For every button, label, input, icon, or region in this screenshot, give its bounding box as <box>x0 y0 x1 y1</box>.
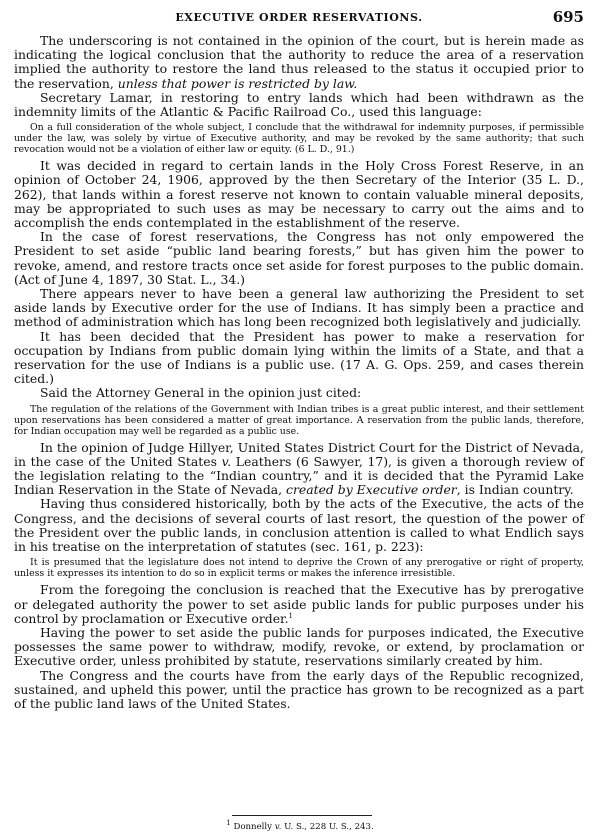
page-body <box>14 34 584 711</box>
paragraph-secretary-lamar: Secretary Lamar, in restoring to entry lands which had been withdrawn as the indemnity limits of the Atlantic & Pacific Railroad Co., used this language: <box>14 89 584 120</box>
emphasized-text: unless that power is restricted by law. <box>117 75 358 91</box>
paragraph-attorney-general: Said the Attorney General in the opinion just cited: <box>40 385 362 401</box>
paragraph-text: From the foregoing the conclusion is reached that the Executive has by prerogative or delegated authority the power to set aside public lands for public purposes under his control by proclamation or Executive order. <box>14 582 584 626</box>
footnote-text: U. S., 228 U. S., 243. <box>281 822 374 832</box>
paragraph-holy-cross: It was decided in regard to certain lands in the Holy Cross Forest Reserve, in an opinion of October 24, 1906, approved by the then Secretary of the Interior (35 L. D., 262), that lands within a forest reserve not known to contain valuable mineral deposits, may be appropriated to such uses as may be necessary to carry out the aims and to accomplish the ends contemplated in the establishment of the reserve. <box>14 158 584 231</box>
paragraph-underscoring <box>14 34 584 91</box>
versus-abbrev: v. <box>221 453 232 469</box>
paragraph-text: , is Indian country. <box>456 482 574 498</box>
emphasized-text: created by Executive order <box>286 482 457 498</box>
paragraph-conclusion <box>14 583 584 626</box>
paragraph-president-power: It has been decided that the President has power to make a reservation for occupation by Indians from public domain lying within the limits of a State, and that a reservation for the use of Indians is a public use. (17 A. G. Ops. 259, and cases therein cited.) <box>14 328 584 387</box>
paragraph-forest-reservations: In the case of forest reservations, the Congress has not only empowered the President to set aside “public land bearing forests,” but has given him the power to revoke, amend, and restore tracts once set aside for forest purposes to the public domain. (Act of June 4, 1897, 30 Stat. L., 34.) <box>14 229 584 287</box>
running-title: EXECUTIVE ORDER RESERVATIONS. <box>175 11 423 24</box>
paragraph-text: The underscoring is not contained in the opinion of the court, but is herein made as indicating the logical conclusion that the authority to reduce the area of a reservation implied the authority to restore the land thus released to the status it occupied prior to the reservation, <box>14 33 584 91</box>
paragraph-historical-summary: Having thus considered historically, both by the acts of the Executive, the acts of the Congress, and the decisions of several courts of last resort, the question of the power of the President over the public lands, in conclusion attention is called to what Endlich says in his treatise on the interpretation of statutes (sec. 161, p. 223): <box>14 496 584 555</box>
footnote-reference: 1 <box>288 611 294 620</box>
block-quote-lamar: On a full consideration of the whole subject, I conclude that the withdrawal for indemnity purposes, if permissible under the law, was solely by virtue of Executive authority, and may be revoked by the same authority; that such revocation would not be a violation of either law or equity. (6 L. D., 91.) <box>14 122 584 156</box>
running-head <box>14 8 584 30</box>
footnote-marker: 1 <box>226 819 231 828</box>
block-quote-endlich: It is presumed that the legislature does not intend to deprive the Crown of any prerogative or right of property, unless it expresses its intention to do so in explicit terms or makes the inference irresistible. <box>14 557 584 580</box>
paragraph-indian-lands: There appears never to have been a general law authorizing the President to set aside lands by Executive order for the use of Indians. It has simply been a practice and method of administration which has long been recognized both legislatively and judicially. <box>14 286 584 330</box>
paragraph-congress-and-courts: The Congress and the courts have from the early days of the Republic recognized, sustained, and upheld this power, until the practice has grown to be recognized as a part of the public land laws of the United States. <box>14 667 584 711</box>
paragraph-text: In the opinion of Judge Hillyer, United States District Court for the District of Nevada, in the case of the United States <box>14 439 584 469</box>
footnote-text: Donnelly <box>230 822 275 832</box>
paragraph-judge-hillyer <box>14 441 584 498</box>
footnote <box>0 819 600 832</box>
versus-abbrev: v. <box>274 822 282 832</box>
footnote-divider <box>232 815 372 816</box>
paragraph-text: Leathers (6 Sawyer, 17), is given a thorough review of the legislation relating to the “Indian country,” and it is decided that the Pyramid Lake Indian Reservation in the State of Nevada, <box>14 453 584 498</box>
page-number: 695 <box>552 8 584 26</box>
block-quote-attorney-general: The regulation of the relations of the Government with Indian tribes is a great public interest, and their settlement upon reservations has been considered a matter of great importance. A reservation from the public lands, therefore, for Indian occupation may well be regarded as a public use. <box>14 403 584 437</box>
paragraph-power-to-withdraw: Having the power to set aside the public lands for purposes indicated, the Executive possesses the same power to withdraw, modify, revoke, or extend, by proclamation or Executive order, unless prohibited by statute, reservations similarly created by him. <box>14 624 584 669</box>
